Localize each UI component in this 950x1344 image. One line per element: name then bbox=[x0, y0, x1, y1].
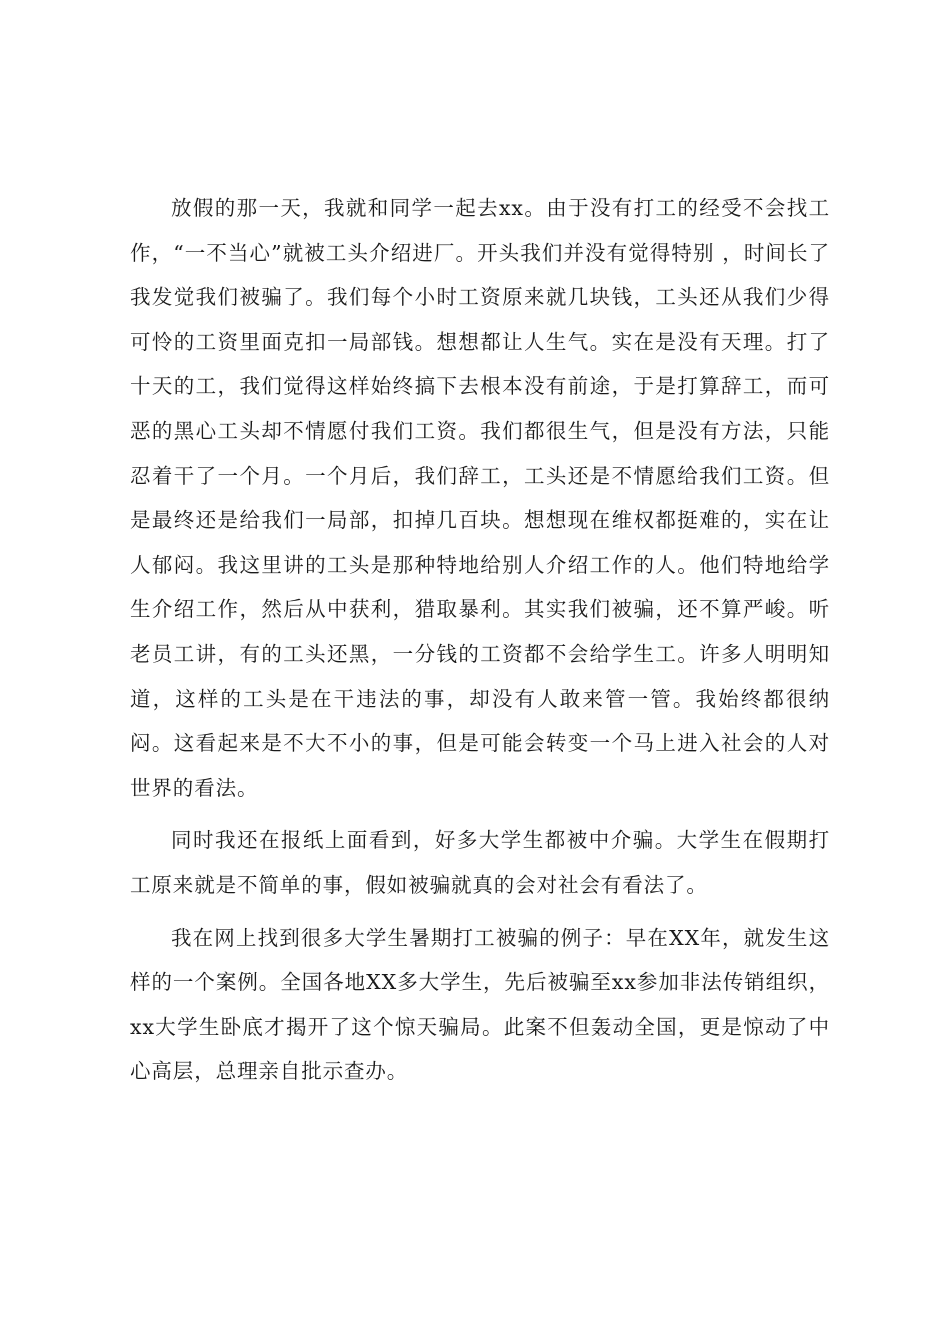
paragraph: 同时我还在报纸上面看到，好多大学生都被中介骗。大学生在假期打工原来就是不简单的事，假如被骗就真的会对社会有看法了。 bbox=[130, 828, 830, 897]
paragraph: 我在网上找到很多大学生暑期打工被骗的例子：早在XX年，就发生这样的一个案例。全国各地XX多大学生，先后被骗至xx参加非法传销组织，xx大学生卧底才揭开了这个惊天骗局。此案不但轰动全国，更是惊动了中心高层，总理亲自批示查办。 bbox=[130, 925, 830, 1084]
paragraph: 放假的那一天，我就和同学一起去xx。由于没有打工的经受不会找工作，“一不当心”就被工头介绍进厂。开头我们并没有觉得特别 ，时间长了我发觉我们被骗了。我们每个小时工资原来就几块钱，工头还从我们少得可怜的工资里面克扣一局部钱。想想都让人生气。实在是没有天理。打了十天的工，我们觉得这样始终搞下去根本没有前途，于是打算辞工，而可恶的黑心工头却不情愿付我们工资。我们都很生气，但是没有方法，只能忍着干了一个月。一个月后，我们辞工，工头还是不情愿给我们工资。但是最终还是给我们一局部，扣掉几百块。想想现在维权都挺难的，实在让人郁闷。我这里讲的工头是那种特地给别人介绍工作的人。他们特地给学生介绍工作，然后从中获利，猎取暴利。其实我们被骗，还不算严峻。听老员工讲，有的工头还黑，一分钱的工资都不会给学生工。许多人明明知道，这样的工头是在干违法的事，却没有人敢来管一管。我始终都很纳闷。这看起来是不大不小的事，但是可能会转变一个马上进入社会的人对世界的看法。 bbox=[130, 196, 830, 800]
document-body bbox=[130, 186, 830, 1094]
